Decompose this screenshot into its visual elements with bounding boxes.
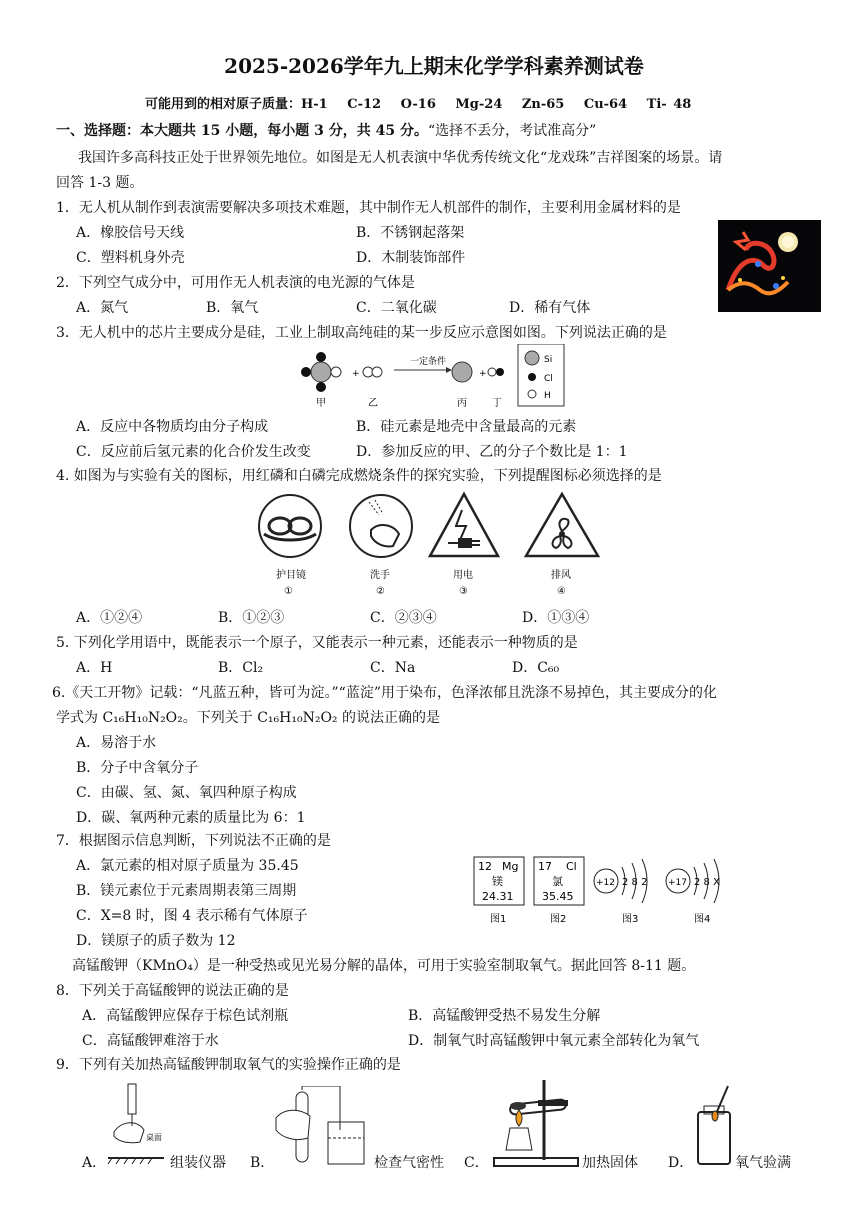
- q6-stem-line-2: 学式为 C₁₆H₁₀N₂O₂。下列关于 C₁₆H₁₀N₂O₂ 的说法正确的是: [56, 710, 440, 726]
- fig2-symbol: Cl: [566, 860, 577, 873]
- q2-option-a[interactable]: A．氮气: [76, 300, 129, 316]
- fig3-caption: 图3: [622, 914, 639, 925]
- fig1-caption: 图1: [490, 914, 507, 925]
- q1-option-d[interactable]: D．木制装饰部件: [356, 250, 466, 266]
- fig1-number: 12: [478, 860, 492, 873]
- q8-option-a[interactable]: A．高锰酸钾应保存于棕色试剂瓶: [82, 1008, 289, 1024]
- q7-option-d[interactable]: D．镁原子的质子数为 12: [76, 933, 236, 949]
- fig2-number: 17: [538, 860, 552, 873]
- fig4-caption: 图4: [694, 914, 711, 925]
- icon-num-3: ③: [459, 586, 468, 597]
- q8-stem: 8．下列关于高锰酸钾的说法正确的是: [56, 983, 289, 999]
- q3-label-jia: 甲: [316, 398, 326, 409]
- q3-option-a[interactable]: A．反应中各物质均由分子构成: [76, 419, 269, 435]
- fig3-nucleus: +12: [596, 878, 615, 888]
- q6-option-d[interactable]: D．碳、氧两种元素的质量比为 6：1: [76, 810, 306, 826]
- q9-b-airtightness-illustration: [270, 1086, 374, 1170]
- section-motto: “选择不丢分，考试准高分”: [427, 123, 597, 139]
- section-heading-text: 一、选择题：本大题共 15 小题，每小题 3 分，共 45 分。: [56, 123, 428, 139]
- ventilation-icon: [526, 494, 598, 556]
- icon-label-wash: 洗手: [370, 570, 390, 581]
- q9-option-c[interactable]: C．: [464, 1155, 489, 1171]
- q9-a-caption: 组装仪器: [170, 1155, 226, 1171]
- q4-lab-icons: [256, 490, 616, 598]
- q9-b-caption: 检查气密性: [374, 1155, 444, 1171]
- atomic-masses: 可能用到的相对原子质量：H-1 C-12 O-16 Mg-24 Zn-65 Cu-64 Ti- 48: [145, 97, 692, 112]
- q7-stem: 7．根据图示信息判断，下列说法不正确的是: [56, 833, 331, 849]
- icon-label-electric: 用电: [453, 570, 473, 581]
- icon-num-1: ①: [284, 586, 293, 597]
- q7-option-b[interactable]: B．镁元素位于元素周期表第三周期: [76, 883, 297, 899]
- fig1-symbol: Mg: [502, 860, 519, 873]
- fig1-name: 镁: [492, 875, 503, 888]
- q9-a-label: 桌面: [146, 1133, 162, 1142]
- q7-option-c[interactable]: C．X=8 时，图 4 表示稀有气体原子: [76, 908, 308, 924]
- q3-option-d[interactable]: D．参加反应的甲、乙的分子个数比是 1：1: [356, 444, 628, 460]
- q1-option-a[interactable]: A．橡胶信号天线: [76, 225, 185, 241]
- page-title: 2025-2026学年九上期末化学学科素养测试卷: [224, 54, 644, 78]
- intro-2: 高锰酸钾（KMnO₄）是一种受热或见光易分解的晶体，可用于实验室制取氧气。据此回答 8-11 题。: [72, 958, 696, 974]
- q5-option-a[interactable]: A．H: [76, 660, 113, 676]
- q2-option-b[interactable]: B．氧气: [206, 300, 259, 316]
- q3-label-yi: 乙: [368, 398, 378, 409]
- fig3-shells: 2 8 2: [622, 877, 648, 888]
- section-heading: [56, 120, 596, 140]
- q9-d-caption: 氧气验满: [735, 1155, 791, 1171]
- q5-option-b[interactable]: B．Cl₂: [218, 660, 264, 676]
- q9-option-b[interactable]: B．: [250, 1155, 275, 1171]
- intro-1-line-2: 回答 1-3 题。: [56, 175, 144, 191]
- q3-stem: 3．无人机中的芯片主要成分是硅，工业上制取高纯硅的某一步反应示意图如图。下列说法正确的是: [56, 325, 667, 341]
- q9-option-a[interactable]: A．: [82, 1155, 107, 1171]
- q2-stem: 2．下列空气成分中，可用作无人机表演的电光源的气体是: [56, 275, 415, 291]
- q1-option-b[interactable]: B．不锈钢起落架: [356, 225, 465, 241]
- q9-stem: 9．下列有关加热高锰酸钾制取氧气的实验操作正确的是: [56, 1057, 401, 1073]
- fig4-shells: 2 8 X: [694, 877, 720, 888]
- fig1-mass: 24.31: [482, 890, 514, 903]
- q5-option-d[interactable]: D．C₆₀: [512, 660, 560, 676]
- q6-option-b[interactable]: B．分子中含氧分子: [76, 760, 199, 776]
- wash-hands-icon: [350, 495, 412, 557]
- q6-option-c[interactable]: C．由碳、氢、氮、氧四种原子构成: [76, 785, 297, 801]
- q6-stem-line-1: 6.《天工开物》记载：“凡蓝五种，皆可为淀。”“蓝淀”用于染布，色泽浓郁且洗涤不易掉色，其主要成分的化: [52, 685, 717, 701]
- svg-text:+: +: [352, 369, 360, 379]
- q8-option-d[interactable]: D．制氧气时高锰酸钾中氧元素全部转化为氧气: [408, 1033, 700, 1049]
- q3-legend-h: H: [544, 391, 551, 401]
- q9-d-oxygen-full-check-illustration: [688, 1084, 740, 1170]
- icon-num-2: ②: [376, 586, 385, 597]
- q3-legend-cl: Cl: [544, 374, 553, 384]
- q6-option-a[interactable]: A．易溶于水: [76, 735, 157, 751]
- q2-option-d[interactable]: D．稀有气体: [509, 300, 591, 316]
- dragon-illustration-icon: [718, 220, 821, 312]
- q5-stem: 5. 下列化学用语中，既能表示一个原子，又能表示一种元素，还能表示一种物质的是: [56, 635, 578, 651]
- icon-label-goggles: 护目镜: [276, 570, 306, 581]
- q4-option-d[interactable]: D．①③④: [522, 610, 590, 626]
- q3-reaction-diagram: [296, 344, 566, 410]
- q3-option-b[interactable]: B．硅元素是地壳中含量最高的元素: [356, 419, 577, 435]
- q8-option-b[interactable]: B．高锰酸钾受热不易发生分解: [408, 1008, 601, 1024]
- q2-option-c[interactable]: C．二氧化碳: [356, 300, 437, 316]
- fig4-nucleus: +17: [668, 878, 687, 888]
- q4-option-c[interactable]: C．②③④: [370, 610, 437, 626]
- q3-condition: 一定条件: [410, 357, 447, 367]
- q4-stem: 4. 如图为与实验有关的图标，用红磷和白磷完成燃烧条件的探究实验，下列提醒图标必须选择的是: [56, 468, 662, 484]
- q9-a-assemble-apparatus-illustration: [104, 1080, 170, 1170]
- svg-text:+: +: [479, 369, 487, 379]
- q8-option-c[interactable]: C．高锰酸钾难溶于水: [82, 1033, 219, 1049]
- q1-option-c[interactable]: C．塑料机身外壳: [76, 250, 185, 266]
- fig2-mass: 35.45: [542, 890, 574, 903]
- q9-c-caption: 加热固体: [582, 1155, 638, 1171]
- fig2-caption: 图2: [550, 914, 567, 925]
- goggles-icon: [259, 495, 321, 557]
- q3-legend-si: Si: [544, 355, 553, 365]
- icon-label-vent: 排风: [551, 570, 571, 581]
- q4-option-b[interactable]: B．①②③: [218, 610, 285, 626]
- q1-stem: 1．无人机从制作到表演需要解决多项技术难题，其中制作无人机部件的制作，主要利用金属材料的是: [56, 200, 681, 216]
- icon-num-4: ④: [557, 586, 566, 597]
- intro-1-line-1: 我国许多高科技正处于世界领先地位。如图是无人机表演中华优秀传统文化“龙戏珠”吉祥图案的场景。请: [78, 150, 723, 166]
- q5-option-c[interactable]: C．Na: [370, 660, 416, 676]
- q3-option-c[interactable]: C．反应前后氢元素的化合价发生改变: [76, 444, 311, 460]
- q7-element-figures: [472, 855, 752, 927]
- q3-label-ding: 丁: [492, 398, 502, 409]
- q3-label-bing: 丙: [457, 398, 467, 409]
- electricity-icon: [430, 494, 498, 556]
- q9-option-d[interactable]: D．: [668, 1155, 694, 1171]
- fig2-name: 氯: [552, 875, 563, 888]
- q9-c-heating-solid-illustration: [488, 1076, 584, 1172]
- q4-option-a[interactable]: A．①②④: [76, 610, 143, 626]
- dragon-drone-photo: [718, 220, 821, 312]
- q7-option-a[interactable]: A．氯元素的相对原子质量为 35.45: [76, 858, 299, 874]
